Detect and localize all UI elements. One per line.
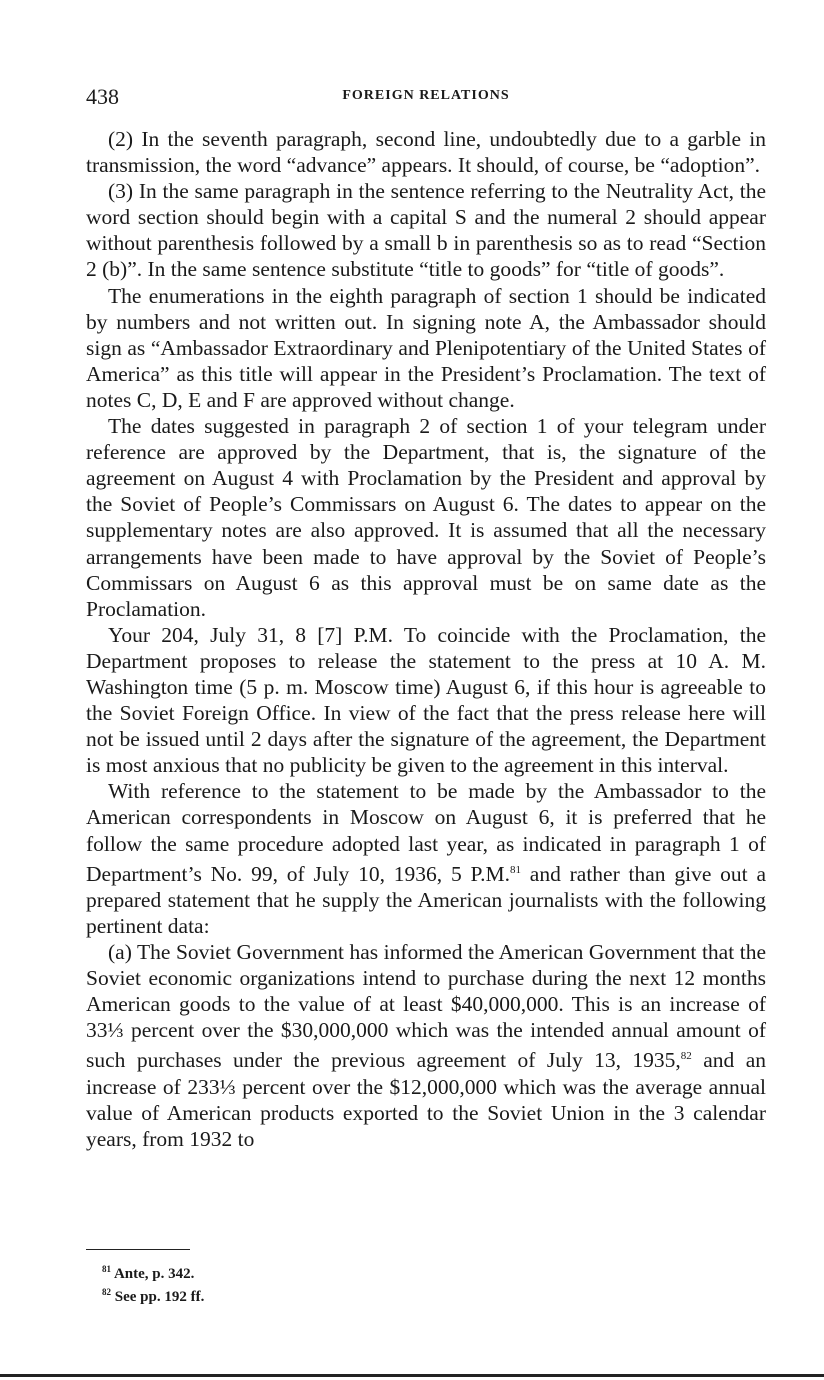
paragraph: Your 204, July 31, 8 [7] P.M. To coincide with the Proclamation, the Department proposes to release the statement to the press at 10 A. M. Washington time (5 p. m. Moscow time) August 6, if this hour is agreeable to the Soviet Foreign Office. In view of the fact that the press release here will not be issued until 2 days after the signature of the agreement, the Department is most anxious that no publicity be given to the agreement in this interval. <box>86 622 766 778</box>
footnote-text: Ante, p. 342. <box>113 1266 195 1282</box>
footnote-ref: 81 <box>509 863 521 876</box>
footnote-ref: 82 <box>680 1050 692 1063</box>
paragraph: The dates suggested in paragraph 2 of section 1 of your telegram under reference are approved by the Department, that is, the signature of the agreement on August 4 with Proclamation by the President and approval by the Soviet of People’s Commissars on August 6. The dates to appear on the supplementary notes are also approved. It is assumed that all the necessary arrangements have been made to have approval by the Soviet of People’s Commissars on August 6 as this approval must be on same date as the Proclamation. <box>86 414 766 621</box>
footnote <box>102 1260 204 1283</box>
paragraph-text: and rather than give out a prepared statement that he supply the American journalists with the following pertinent data: <box>86 861 766 938</box>
footnotes <box>102 1260 204 1306</box>
footnote-text: See pp. 192 ff. <box>114 1289 205 1305</box>
paragraph: (3) In the same paragraph in the sentence referring to the Neutrality Act, the word section should begin with a capital S and the numeral 2 should appear without parenthesis followed by a small b in parenthesis so as to read “Section 2 (b)”. In the same sentence substitute “title to goods” for “title of goods”. <box>86 179 766 282</box>
running-head: FOREIGN RELATIONS <box>342 88 510 103</box>
body-text <box>86 126 766 1152</box>
page-bottom-rule <box>0 1374 824 1377</box>
page-header <box>86 84 766 110</box>
footnote <box>102 1283 204 1306</box>
paragraph-text: (a) The Soviet Government has informed the American Government that the Soviet economic organizations intend to purchase during the next 12 months American goods to the value of at least $40,000,000. This is an increase of 33⅓ percent over the $30,000,000 which was the intended annual amount of such purchases under the previous agreement of July 13, 1935, <box>86 940 766 1073</box>
paragraph: The enumerations in the eighth paragraph of section 1 should be indicated by numbers and not written out. In signing note A, the Ambassador should sign as “Ambassador Extraordinary and Plenipotentiary of the United States of America” as this title will appear in the President’s Proclamation. The text of notes C, D, E and F are approved without change. <box>86 283 766 412</box>
footnote-marker: 82 <box>102 1287 111 1297</box>
paragraph <box>86 939 766 1152</box>
paragraph-text: With reference to the statement to be made by the Ambassador to the American correspondents in Moscow on August 6, it is preferred that he follow the same procedure adopted last year, as indicated in paragraph 1 of Department’s No. 99, of July 10, 1936, 5 P.M. <box>86 779 766 886</box>
paragraph <box>86 778 766 939</box>
footnote-marker: 81 <box>102 1264 111 1274</box>
footnote-rule <box>86 1249 190 1250</box>
page-number: 438 <box>86 84 119 109</box>
paragraph-text: and an increase of 233⅓ percent over the $12,000,000 which was the average annual value of American products exported to the Soviet Union in the 3 calendar years, from 1932 to <box>86 1048 766 1151</box>
paragraph: (2) In the seventh paragraph, second line, undoubtedly due to a garble in transmission, the word “advance” appears. It should, of course, be “adoption”. <box>86 127 766 178</box>
